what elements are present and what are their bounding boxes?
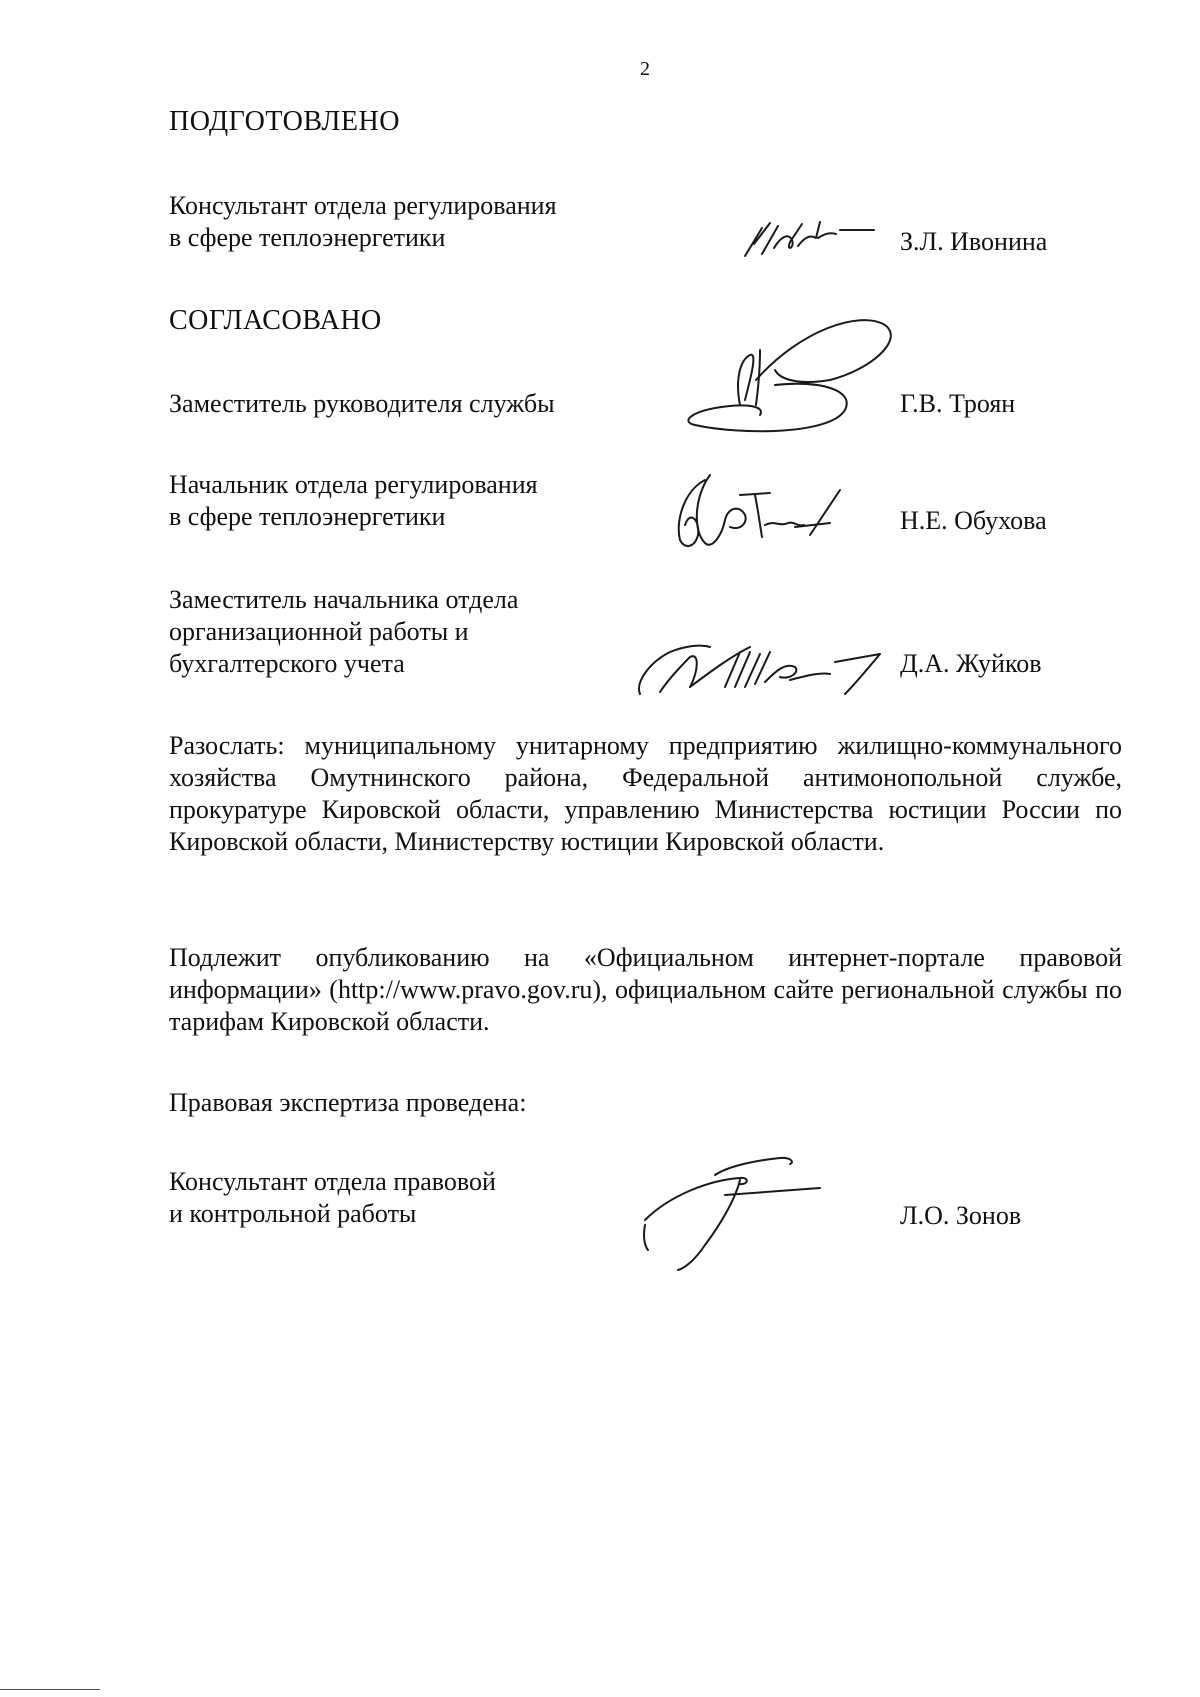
- signature-zhuikov: [630, 632, 890, 702]
- signer-3-position-line3: бухгалтерского учета: [169, 649, 405, 678]
- agreed-heading: СОГЛАСОВАНО: [169, 305, 382, 336]
- signer-2-name: Н.Е. Обухова: [900, 506, 1047, 535]
- prepared-name: З.Л. Ивонина: [900, 227, 1048, 256]
- prepared-position-line2: в сфере теплоэнергетики: [169, 223, 446, 252]
- page-number: 2: [640, 58, 650, 80]
- legal-review-position-line2: и контрольной работы: [169, 1199, 417, 1228]
- signature-zonov: [640, 1150, 850, 1280]
- signer-3-name: Д.А. Жуйков: [900, 649, 1042, 678]
- legal-review-position-line1: Консультант отдела правовой: [169, 1167, 496, 1196]
- prepared-heading: ПОДГОТОВЛЕНО: [169, 106, 400, 137]
- footer-divider: [0, 1689, 100, 1690]
- legal-review-name: Л.О. Зонов: [900, 1201, 1022, 1230]
- prepared-position-line1: Консультант отдела регулирования: [169, 191, 557, 220]
- signer-3-position-line2: организационной работы и: [169, 617, 469, 646]
- signer-2-position-line1: Начальник отдела регулирования: [169, 470, 538, 499]
- signature-obukhova: [670, 465, 860, 555]
- signer-2-position-line2: в сфере теплоэнергетики: [169, 502, 446, 531]
- signer-1-position-line1: Заместитель руководителя службы: [169, 389, 555, 418]
- legal-review-heading: Правовая экспертиза проведена:: [169, 1088, 527, 1117]
- publication-paragraph: Подлежит опубликованию на «Официальном интернет-портале правовой информации» (http://www.pravo.gov.ru), официальном сайте региональной службы по тарифам Кировской области.: [169, 943, 1122, 1036]
- signature-troyan: [680, 310, 910, 460]
- signature-ivonina: [740, 218, 880, 263]
- signer-3-position-line1: Заместитель начальника отдела: [169, 585, 519, 614]
- distribution-paragraph: Разослать: муниципальному унитарному предприятию жилищно-коммунального хозяйства Омутнинского района, Федеральной антимонопольной службе, прокуратуре Кировской области, управлению Министерства юстиции России по Кировской области, Министерству юстиции Кировской области.: [169, 731, 1122, 856]
- signer-1-name: Г.В. Троян: [900, 389, 1016, 418]
